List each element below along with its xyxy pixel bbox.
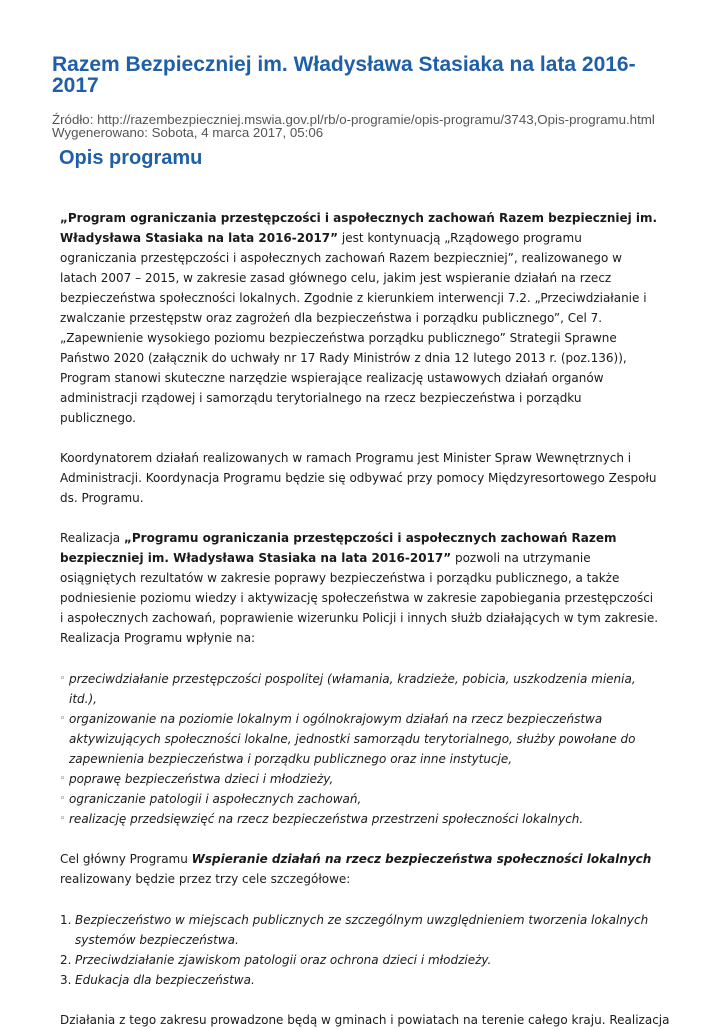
list-item-text: przeciwdziałanie przestępczości pospolitej (włamania, kradzieże, pobicia, uszkodzenia mienia, itd.), (69, 672, 636, 706)
bullet-icon: ◦ (60, 714, 66, 724)
list-item (60, 709, 660, 769)
list-number: 3. (60, 973, 72, 987)
list-item-text: poprawę bezpieczeństwa dzieci i młodzieży, (69, 772, 334, 786)
paragraph-main-goal-prefix: Cel główny Programu (60, 852, 192, 866)
paragraph-intro (60, 208, 660, 428)
page-title: Razem Bezpieczniej im. Władysława Stasiaka na lata 2016-2017 (52, 53, 636, 97)
list-item (60, 769, 660, 789)
bullet-icon: ◦ (60, 794, 66, 804)
list-item-text: Edukacja dla bezpieczeństwa. (75, 973, 255, 987)
paragraph-main-goal (60, 849, 660, 889)
section-title: Opis programu (59, 147, 203, 169)
list-number: 2. (60, 953, 72, 967)
main-goal-bold: Wspieranie działań na rzecz bezpieczeństwa społeczności lokalnych (191, 852, 652, 866)
effects-list (60, 669, 660, 829)
list-item (60, 950, 660, 970)
list-item (60, 809, 660, 829)
paragraph-implementation-prefix: Realizacja (60, 531, 124, 545)
list-item-text: Przeciwdziałanie zjawiskom patologii oraz ochrona dzieci i młodzieży. (75, 953, 492, 967)
list-item-text: ograniczanie patologii i aspołecznych zachowań, (69, 792, 362, 806)
bullet-icon: ◦ (60, 814, 66, 824)
article-body (60, 208, 670, 1030)
paragraph-scope: Działania z tego zakresu prowadzone będą w gminach i powiatach na terenie całego kraju. Realizacja (60, 1013, 670, 1027)
list-item (60, 970, 660, 990)
bullet-icon: ◦ (60, 774, 66, 784)
generated-date: Wygenerowano: Sobota, 4 marca 2017, 05:06 (52, 125, 324, 140)
paragraph-implementation-text: pozwoli na utrzymanie osiągniętych rezultatów w zakresie poprawy bezpieczeństwa i porządku publicznego, a także podniesienie poziomu wiedzy i aktywizację społeczeństwa w zakresie zapobiegania przestępczości i aspołecznych zachowań, poprawienie wizerunku Policji i innych służb działających w tym zakresie. Realizacja Programu wpłynie na: (60, 551, 659, 645)
source-url: Źródło: http://razembezpieczniej.mswia.gov.pl/rb/o-programie/opis-programu/3743,Opis-programu.html (52, 112, 655, 127)
bullet-icon: ◦ (60, 674, 66, 684)
list-item (60, 669, 660, 709)
list-item-text: Bezpieczeństwo w miejscach publicznych ze szczególnym uwzględnieniem tworzenia lokalnych systemów bezpieczeństwa. (75, 913, 649, 947)
list-item (60, 910, 660, 950)
list-item-text: organizowanie na poziomie lokalnym i ogólnokrajowym działań na rzecz bezpieczeństwa aktywizujących społeczności lokalne, jednostki samorządu terytorialnego, służby powołane do zapewnienia bezpieczeństwa i porządku publicznego oraz inne instytucje, (69, 712, 636, 766)
paragraph-main-goal-text: realizowany będzie przez trzy cele szczegółowe: (60, 872, 351, 886)
goals-list (60, 910, 660, 990)
program-name-bold: „Programu ograniczania przestępczości i aspołecznych zachowań Razem bezpieczniej im. Władysława Stasiaka na lata 2016-2017” (60, 531, 617, 565)
paragraph-coordinator: Koordynatorem działań realizowanych w ramach Programu jest Minister Spraw Wewnętrznych i Administracji. Koordynacja Programu będzie się odbywać przy pomocy Międzyresortowego Zespołu ds. Programu. (60, 451, 657, 505)
paragraph-implementation (60, 528, 660, 648)
list-item (60, 789, 660, 809)
document-meta (52, 113, 655, 139)
list-item-text: realizację przedsięwzięć na rzecz bezpieczeństwa przestrzeni społeczności lokalnych. (69, 812, 584, 826)
paragraph-intro-text: jest kontynuacją „Rządowego programu ograniczania przestępczości i aspołecznych zachowań Razem bezpieczniej”, realizowanego w latach 2007 – 2015, w zakresie zasad głównego celu, jakim jest wspieranie działań na rzecz bezpieczeństwa społeczności lokalnych. Zgodnie z kierunkiem interwencji 7.2. „Przeciwdziałanie i zwalczanie przestępstw oraz zagrożeń dla bezpieczeństwa i porządku publicznego”, Cel 7. „Zapewnienie wysokiego poziomu bezpieczeństwa porządku publicznego” Strategii Sprawne Państwo 2020 (załącznik do uchwały nr 17 Rady Ministrów z dnia 12 lutego 2013 r. (poz.136)), Program stanowi skuteczne narzędzie wspierające realizację ustawowych działań organów administracji rządowej i samorządu terytorialnego na rzecz bezpieczeństwa i porządku publicznego. (60, 231, 647, 425)
program-name-bold: „Program ograniczania przestępczości i aspołecznych zachowań Razem bezpieczniej im. Władysława Stasiaka na lata 2016-2017” (60, 211, 658, 245)
list-number: 1. (60, 913, 72, 927)
